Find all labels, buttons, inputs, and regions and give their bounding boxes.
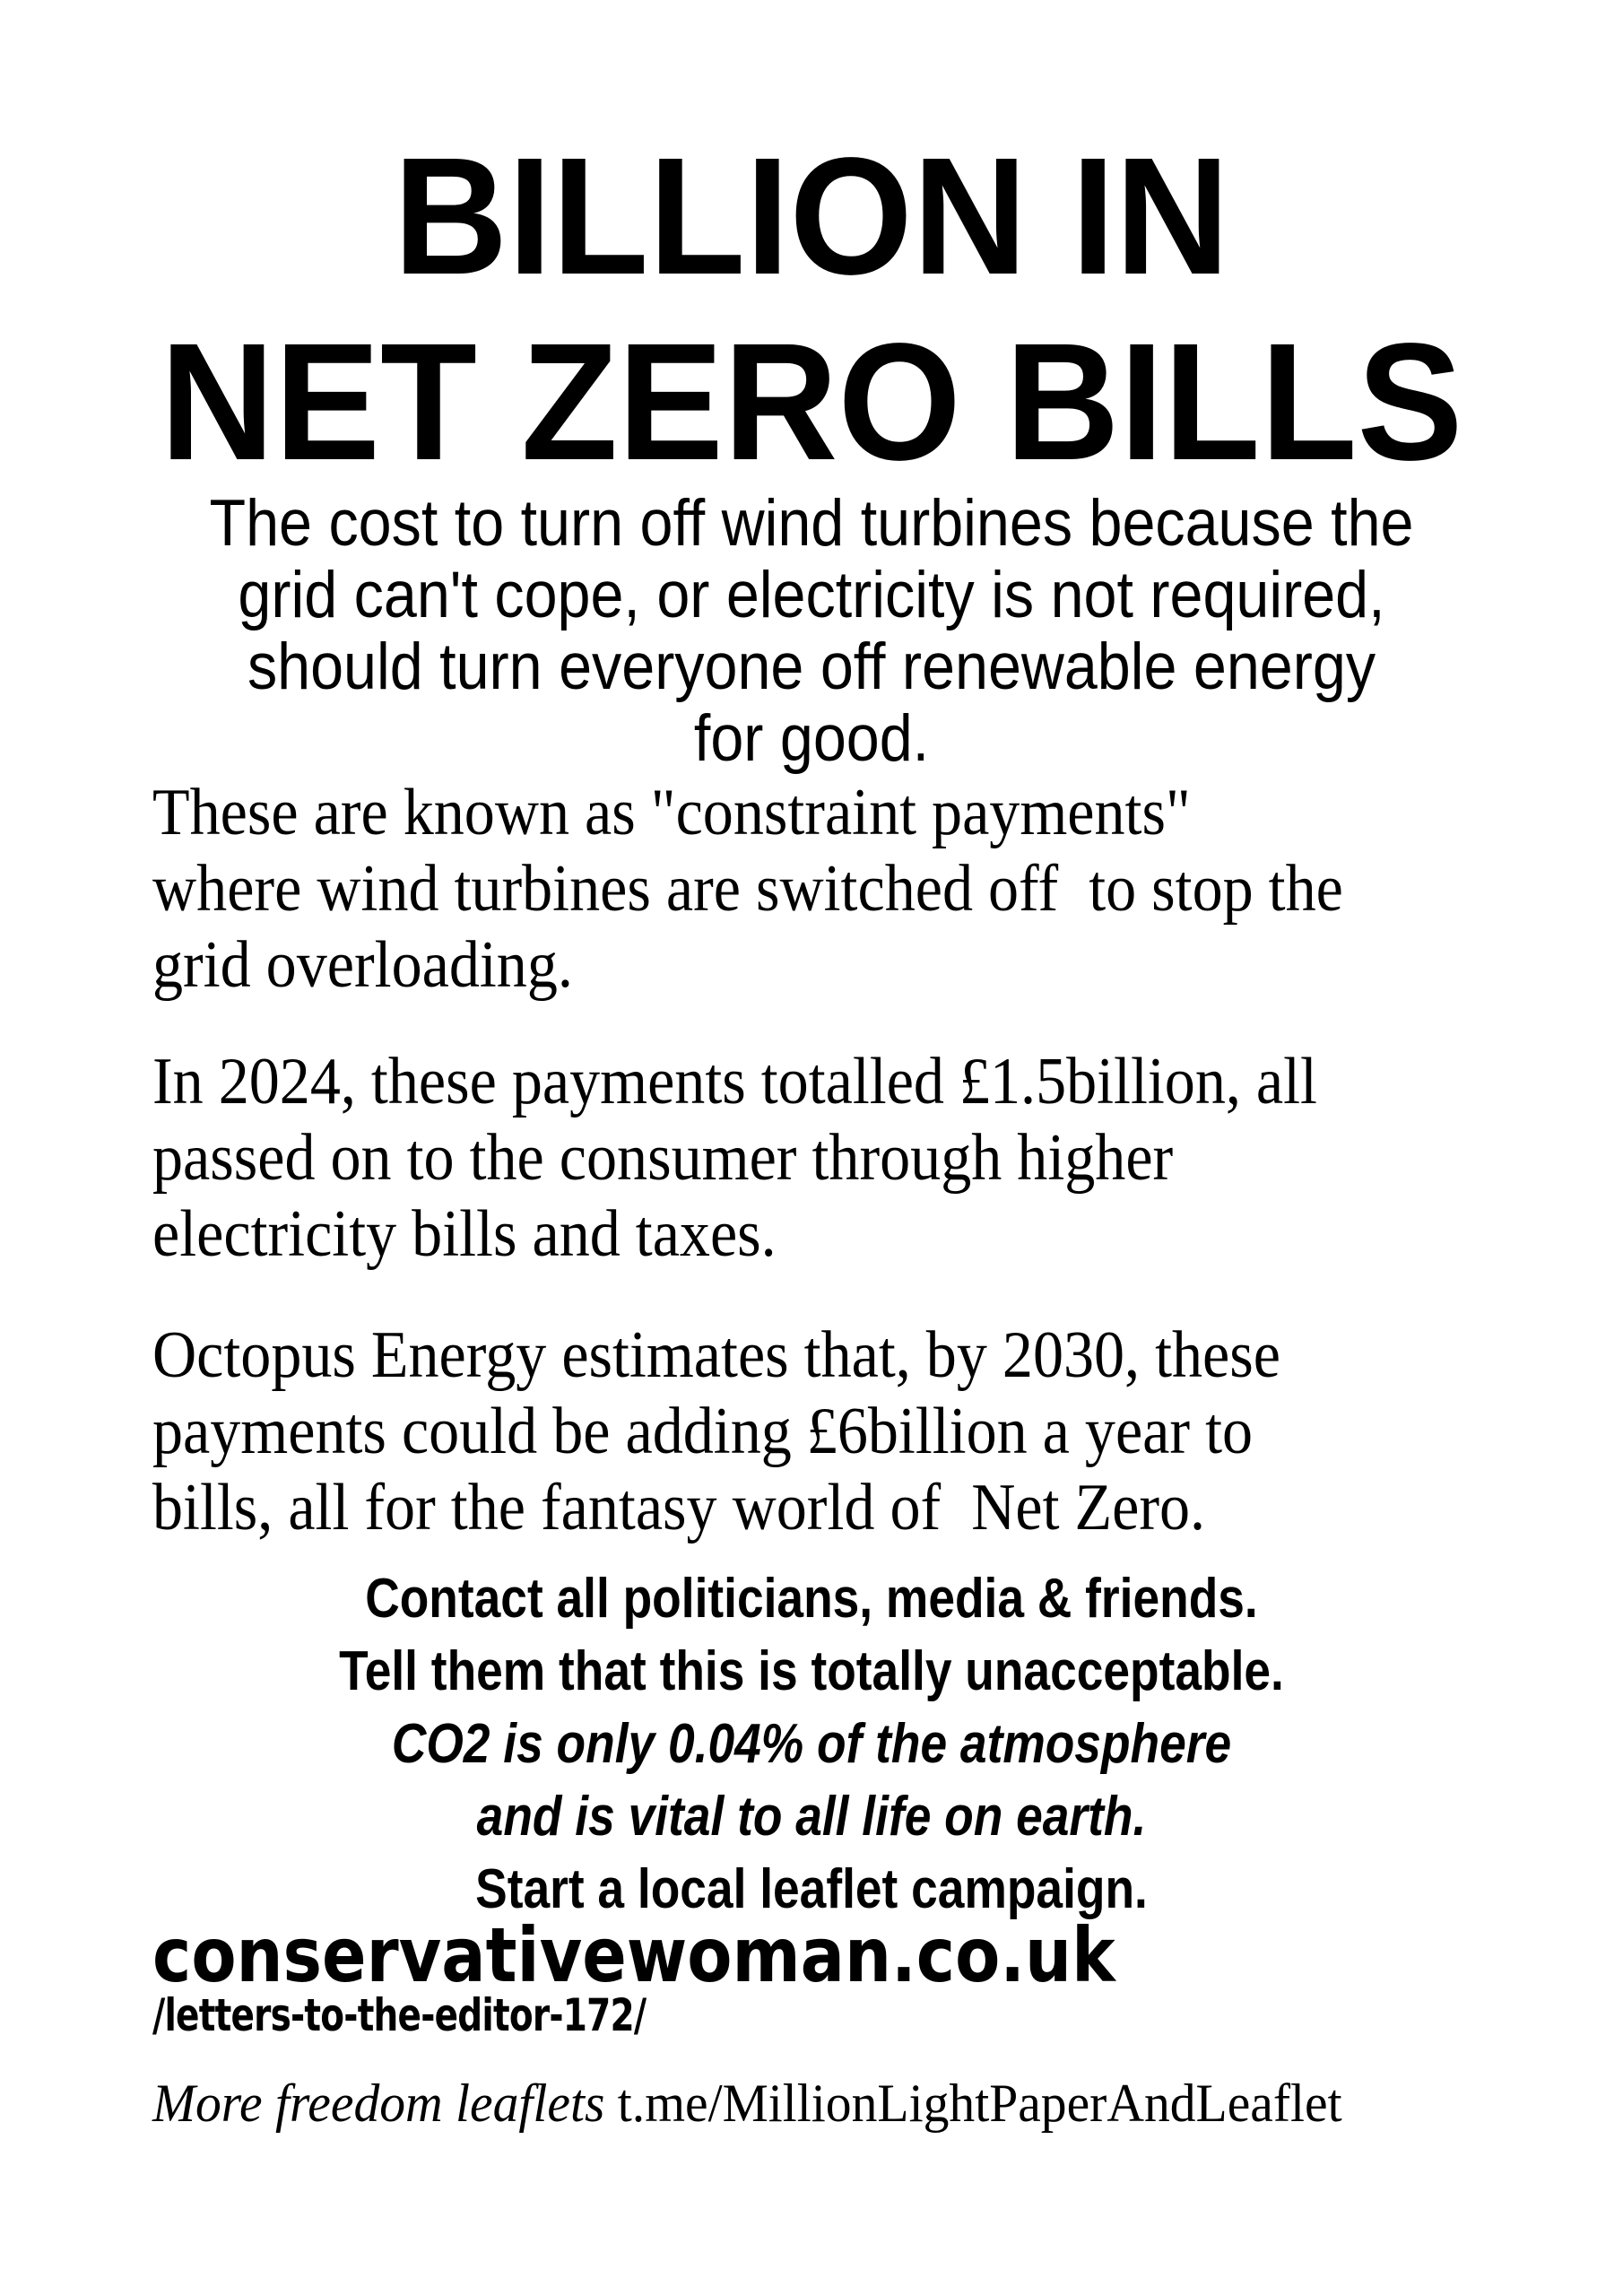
paragraph-constraint-payments [152,775,1343,1004]
footer-label: More freedom leaflets [152,2074,605,2133]
cta-line: Contact all politicians, media & friends. [365,1568,1258,1630]
paragraph-octopus-estimate [152,1318,1280,1546]
cta-line: Tell them that this is totally unacceptable. [339,1640,1284,1702]
paragraph-line: Octopus Energy estimates that, by 2030, these [152,1318,1280,1392]
headline [40,124,1583,495]
telegram-url: t.me/MillionLightPaperAndLeaflet [617,2074,1342,2133]
paragraph-line: These are known as "constraint payments" [152,776,1191,849]
subheadline-line: should turn everyone off renewable energy [247,631,1376,703]
subheadline [73,488,1549,775]
cta-line-co2-fact: CO2 is only 0.04% of the atmosphere [391,1713,1232,1775]
subheadline-line: grid can't cope, or electricity is not required, [238,559,1385,631]
footer-note [152,2072,1342,2135]
headline-line-2: NET ZERO BILLS [160,309,1463,495]
website-url: conservativewoman.co.uk [152,1911,1115,1999]
paragraph-line: payments could be adding £6billion a year to [152,1395,1254,1468]
subheadline-line: The cost to turn off wind turbines because the [209,487,1414,560]
paragraph-line: where wind turbines are switched off to stop the [152,852,1343,926]
paragraph-line: In 2024, these payments totalled £1.5billion, all [152,1045,1317,1118]
headline-line-1: BILLION IN [393,124,1230,309]
paragraph-line: grid overloading. [152,928,573,1002]
paragraph-2024-payments [152,1044,1317,1273]
call-to-action [114,1562,1510,1926]
website-article-path: /letters-to-the-editor-172/ [152,1989,647,2041]
paragraph-line: electricity bills and taxes. [152,1197,777,1271]
cta-line-co2-fact: and is vital to all life on earth. [476,1786,1147,1848]
paragraph-line: passed on to the consumer through higher [152,1121,1174,1195]
subheadline-line: for good. [693,702,930,775]
cta-line: Start a local leaflet campaign. [475,1858,1148,1920]
paragraph-line: bills, all for the fantasy world of Net Zero. [152,1471,1206,1544]
